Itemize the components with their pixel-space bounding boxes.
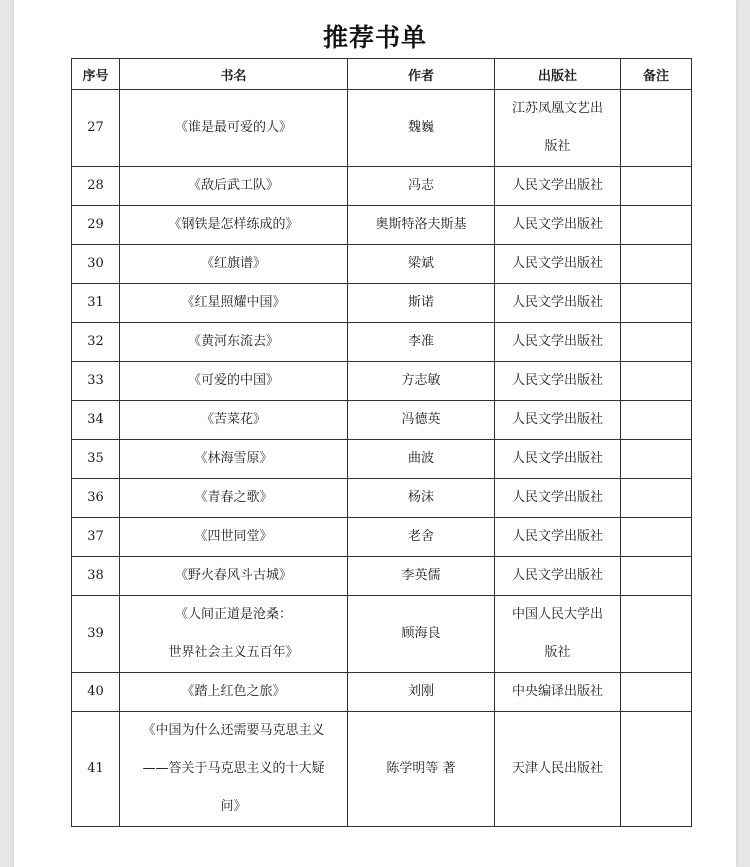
- cell-text-line: 《敌后武工队》: [187, 178, 279, 193]
- cell-book: [120, 90, 348, 167]
- header-book: 书名: [120, 59, 348, 90]
- cell-author: 李英儒: [348, 557, 495, 596]
- cell-book: [120, 206, 348, 245]
- cell-text-line: 《钢铁是怎样练成的》: [168, 217, 299, 232]
- cell-no: 41: [72, 712, 120, 827]
- cell-publisher: [495, 712, 621, 827]
- cell-text-line: 《红星照耀中国》: [181, 295, 286, 310]
- cell-text-line: 《黄河东流去》: [187, 334, 279, 349]
- cell-no: 27: [72, 90, 120, 167]
- cell-text-line: 《野火春风斗古城》: [174, 568, 292, 583]
- cell-note: [621, 362, 692, 401]
- cell-text-line: 《四世同堂》: [194, 529, 273, 544]
- book-list-table: [71, 58, 692, 827]
- cell-book: [120, 518, 348, 557]
- table-row: [72, 167, 692, 206]
- cell-text-line: 天津人民出版社: [511, 761, 603, 776]
- cell-no: 33: [72, 362, 120, 401]
- cell-text-line: 中央编译出版社: [511, 684, 603, 699]
- cell-author: 老舍: [348, 518, 495, 557]
- cell-note: [621, 712, 692, 827]
- cell-text-line: 人民文学出版社: [511, 490, 603, 505]
- table-row: [72, 90, 692, 167]
- page-title: 推荐书单: [322, 23, 427, 52]
- cell-text-line: 人民文学出版社: [511, 529, 603, 544]
- cell-no: 31: [72, 284, 120, 323]
- table-row: [72, 284, 692, 323]
- cell-author: 陈学明等 著: [348, 712, 495, 827]
- cell-book: [120, 596, 348, 673]
- table-row: [72, 206, 692, 245]
- cell-publisher: [495, 206, 621, 245]
- table-row: [72, 401, 692, 440]
- cell-no: 28: [72, 167, 120, 206]
- cell-book: [120, 284, 348, 323]
- cell-note: [621, 90, 692, 167]
- cell-author: 冯志: [348, 167, 495, 206]
- cell-note: [621, 401, 692, 440]
- table-row: [72, 362, 692, 401]
- table-row: [72, 323, 692, 362]
- table-row: [72, 479, 692, 518]
- cell-note: [621, 596, 692, 673]
- cell-book: [120, 712, 348, 827]
- table-row: [72, 712, 692, 827]
- table-body: [72, 90, 692, 827]
- cell-no: 37: [72, 518, 120, 557]
- cell-publisher: [495, 167, 621, 206]
- cell-note: [621, 440, 692, 479]
- cell-author: 顾海良: [348, 596, 495, 673]
- cell-text-line: 人民文学出版社: [511, 334, 603, 349]
- cell-book: [120, 673, 348, 712]
- cell-publisher: [495, 323, 621, 362]
- cell-book: [120, 362, 348, 401]
- table-row: [72, 557, 692, 596]
- cell-note: [621, 557, 692, 596]
- cell-text-line: 中国人民大学出: [511, 607, 603, 622]
- cell-note: [621, 479, 692, 518]
- cell-text-line: 《青春之歌》: [194, 490, 273, 505]
- cell-publisher: [495, 518, 621, 557]
- cell-text-line: 人民文学出版社: [511, 217, 603, 232]
- cell-book: [120, 401, 348, 440]
- cell-no: 30: [72, 245, 120, 284]
- cell-author: 梁斌: [348, 245, 495, 284]
- cell-book: [120, 557, 348, 596]
- cell-text-line: 《林海雪原》: [194, 451, 273, 466]
- cell-note: [621, 323, 692, 362]
- cell-publisher: [495, 401, 621, 440]
- cell-text-line: 《可爱的中国》: [187, 373, 279, 388]
- cell-no: 38: [72, 557, 120, 596]
- cell-author: 刘刚: [348, 673, 495, 712]
- cell-publisher: [495, 673, 621, 712]
- header-publisher: 出版社: [495, 59, 621, 90]
- header-author: 作者: [348, 59, 495, 90]
- cell-text-line: 《人间正道是沧桑：: [174, 607, 292, 622]
- cell-text-line: 人民文学出版社: [511, 295, 603, 310]
- cell-text-line: 版社: [544, 139, 571, 154]
- cell-book: [120, 440, 348, 479]
- cell-author: 方志敏: [348, 362, 495, 401]
- cell-text-line: 江苏凤凰文艺出: [511, 101, 603, 116]
- cell-text-line: 人民文学出版社: [511, 256, 603, 271]
- cell-note: [621, 673, 692, 712]
- cell-text-line: 人民文学出版社: [511, 178, 603, 193]
- cell-text-line: 人民文学出版社: [511, 412, 603, 427]
- cell-book: [120, 323, 348, 362]
- cell-author: 冯德英: [348, 401, 495, 440]
- cell-author: 杨沫: [348, 479, 495, 518]
- cell-book: [120, 167, 348, 206]
- cell-text-line: 版社: [544, 645, 571, 660]
- cell-text-line: 问》: [220, 799, 247, 814]
- header-no: 序号: [72, 59, 120, 90]
- cell-author: 曲波: [348, 440, 495, 479]
- cell-text-line: 《红旗谱》: [200, 256, 266, 271]
- table-row: [72, 673, 692, 712]
- table-row: [72, 596, 692, 673]
- cell-no: 39: [72, 596, 120, 673]
- table-row: [72, 440, 692, 479]
- cell-author: 魏巍: [348, 90, 495, 167]
- cell-note: [621, 284, 692, 323]
- cell-author: 李准: [348, 323, 495, 362]
- cell-book: [120, 479, 348, 518]
- cell-author: 奥斯特洛夫斯基: [348, 206, 495, 245]
- cell-publisher: [495, 440, 621, 479]
- cell-no: 40: [72, 673, 120, 712]
- table-header-row: [72, 59, 692, 90]
- cell-text-line: 《谁是最可爱的人》: [174, 120, 292, 135]
- cell-publisher: [495, 479, 621, 518]
- cell-no: 32: [72, 323, 120, 362]
- cell-text-line: 世界社会主义五百年》: [168, 645, 299, 660]
- table-row: [72, 245, 692, 284]
- cell-publisher: [495, 557, 621, 596]
- cell-publisher: [495, 90, 621, 167]
- cell-no: 35: [72, 440, 120, 479]
- cell-note: [621, 167, 692, 206]
- header-note: 备注: [621, 59, 692, 90]
- cell-no: 36: [72, 479, 120, 518]
- cell-no: 34: [72, 401, 120, 440]
- table-row: [72, 518, 692, 557]
- cell-text-line: ——答关于马克思主义的十大疑: [142, 761, 325, 776]
- cell-author: 斯诺: [348, 284, 495, 323]
- cell-publisher: [495, 245, 621, 284]
- cell-text-line: 《中国为什么还需要马克思主义: [142, 723, 325, 738]
- cell-publisher: [495, 284, 621, 323]
- cell-text-line: 《踏上红色之旅》: [181, 684, 286, 699]
- cell-no: 29: [72, 206, 120, 245]
- cell-text-line: 人民文学出版社: [511, 373, 603, 388]
- cell-text-line: 《苦菜花》: [200, 412, 266, 427]
- cell-book: [120, 245, 348, 284]
- cell-text-line: 人民文学出版社: [511, 568, 603, 583]
- cell-note: [621, 206, 692, 245]
- cell-publisher: [495, 362, 621, 401]
- cell-note: [621, 245, 692, 284]
- document-page: [14, 0, 736, 867]
- cell-publisher: [495, 596, 621, 673]
- cell-text-line: 人民文学出版社: [511, 451, 603, 466]
- cell-note: [621, 518, 692, 557]
